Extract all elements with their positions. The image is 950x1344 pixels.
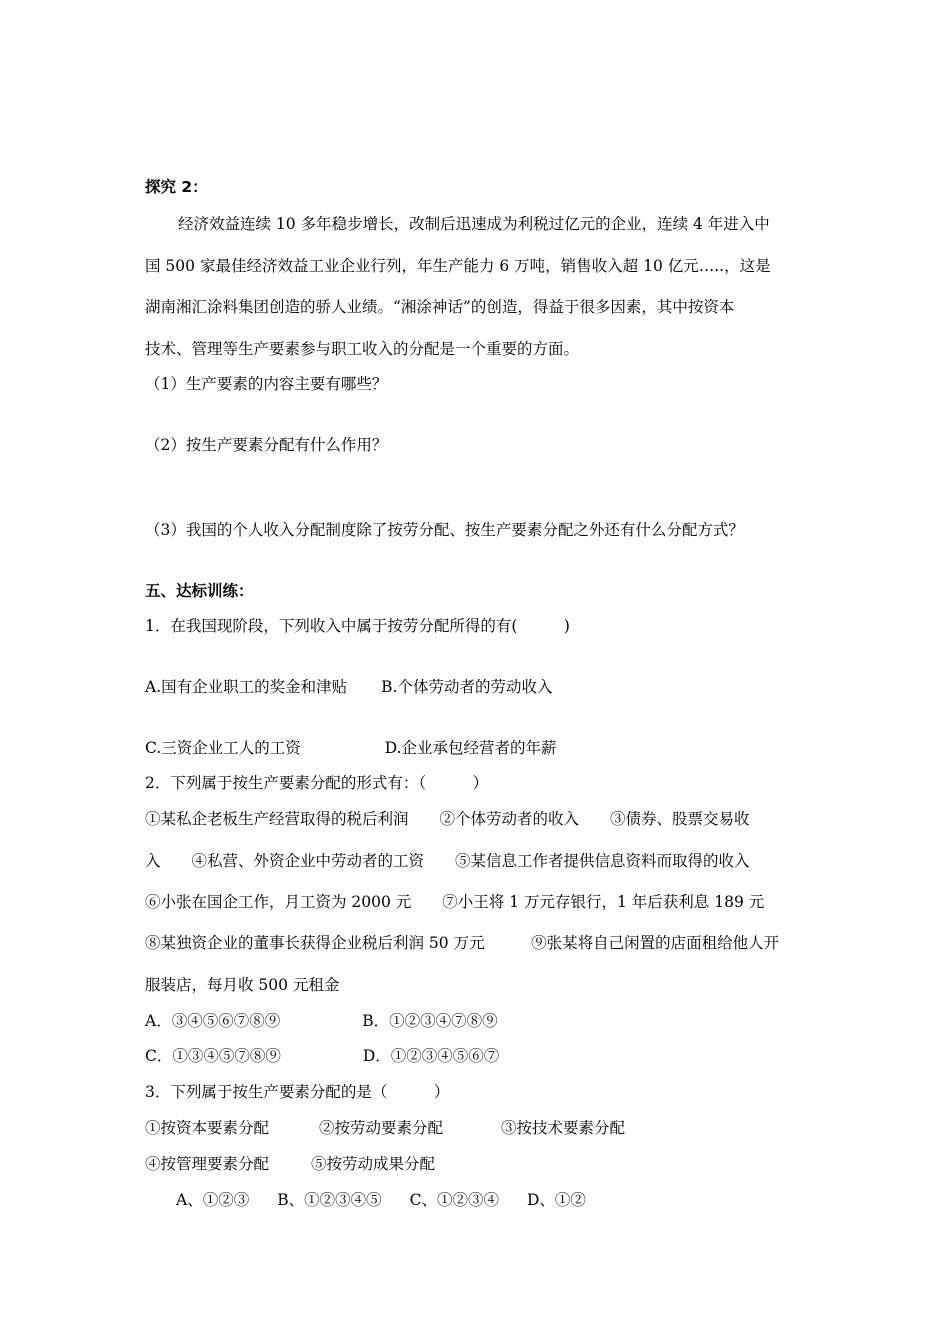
q1-stem: 1．在我国现阶段，下列收入中属于按劳分配所得的有( ) [145,617,570,635]
paragraph-line: 湖南湘汇涂料集团创造的骄人业绩。“湘涂神话”的创造，得益于很多因素，其中按资本 [145,298,735,316]
q2-option-d: D．①②③④⑤⑥⑦ [362,1047,500,1065]
q2-option-b: B．①②③④⑦⑧⑨ [362,1012,498,1030]
inquiry-heading: 探究 2： [145,178,208,196]
inquiry-question-2: （2）按生产要素分配有什么作用？ [145,436,388,454]
q2-item-line: 服装店，每月收 500 元租金 [145,976,340,994]
q2-option-c: C．①③④⑤⑦⑧⑨ [145,1047,281,1065]
q3-item: ④按管理要素分配 [145,1155,270,1173]
paragraph-line: 国 500 家最佳经济效益工业企业行列，年生产能力 6 万吨，销售收入超 10 亿元…..，这是 [145,257,771,275]
q1-option-c: C.三资企业工人的工资 [145,739,301,757]
q2-options-row-1 [145,1011,498,1031]
q2-options-row-2 [145,1046,499,1066]
q3-items-row-1 [145,1118,625,1138]
q3-option-d: D、①② [526,1191,586,1209]
paragraph-line: 经济效益连续 10 多年稳步增长，改制后迅速成为利税过亿元的企业，连续 4 年进入中 [178,215,770,233]
q3-item: ②按劳动要素分配 [319,1119,444,1137]
q2-option-a: A．③④⑤⑥⑦⑧⑨ [145,1012,281,1030]
q3-item: ⑤按劳动成果分配 [311,1155,436,1173]
q1-option-a: A.国有企业职工的奖金和津贴 [145,678,348,696]
q2-item-line: ⑧某独资企业的董事长获得企业税后利润 50 万元 ⑨张某将自己闲置的店面租给他人开 [145,934,780,952]
q3-items-row-2 [145,1154,435,1174]
q3-option-a: A、①②③ [176,1191,250,1209]
q3-options-row [176,1190,586,1210]
q2-item-line: ①某私企老板生产经营取得的税后利润 ②个体劳动者的收入 ③债券、股票交易收 [145,810,750,828]
q3-option-c: C、①②③④ [409,1191,499,1209]
paragraph-line: 技术、管理等生产要素参与职工收入的分配是一个重要的方面。 [145,340,580,358]
q2-item-line: ⑥小张在国企工作，月工资为 2000 元 ⑦小王将 1 万元存银行，1 年后获利息 189 元 [145,893,765,911]
q1-option-d: D.企业承包经营者的年薪 [384,739,557,757]
q3-item: ③按技术要素分配 [501,1119,626,1137]
training-heading: 五、达标训练： [145,582,254,600]
inquiry-question-1: （1）生产要素的内容主要有哪些？ [145,375,388,393]
q3-option-b: B、①②③④⑤ [277,1191,382,1209]
inquiry-question-3: （3）我国的个人收入分配制度除了按劳分配、按生产要素分配之外还有什么分配方式？ [145,521,744,539]
q3-stem: 3．下列属于按生产要素分配的是（ ） [145,1083,450,1101]
q2-stem: 2．下列属于按生产要素分配的形式有：（ ） [145,774,489,792]
q3-item: ①按资本要素分配 [145,1119,270,1137]
q1-option-b: B.个体劳动者的劳动收入 [381,678,553,696]
q2-item-line: 入 ④私营、外资企业中劳动者的工资 ⑤某信息工作者提供信息资料而取得的收入 [145,852,750,870]
q1-options-row-1 [145,677,552,697]
q1-options-row-2 [145,738,557,758]
